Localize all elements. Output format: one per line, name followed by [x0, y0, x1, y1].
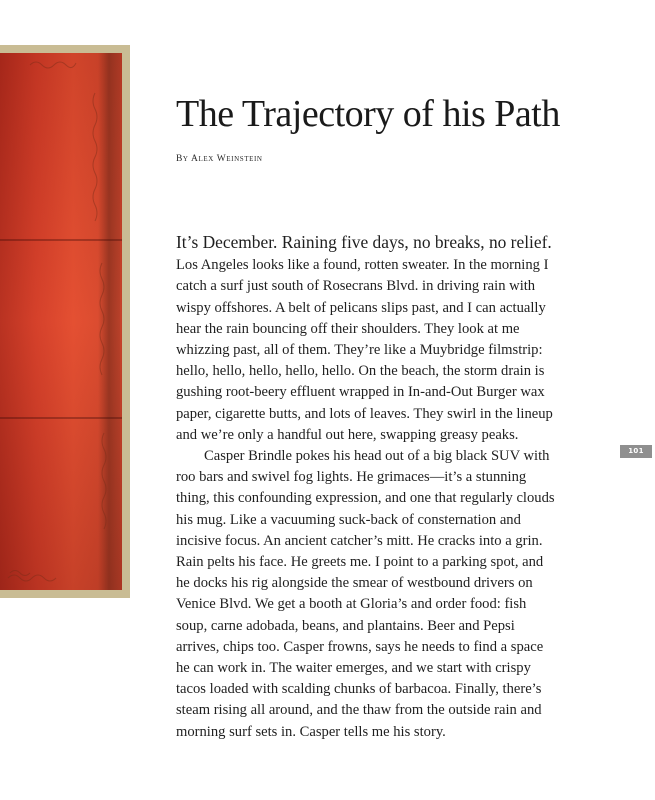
page-number-tab: 101	[620, 445, 652, 458]
article-title: The Trajectory of his Path	[176, 93, 560, 135]
painting-canvas	[0, 53, 122, 590]
lead-sentence: It’s December. Raining five days, no breaks, no relief.	[176, 232, 552, 252]
article-body	[176, 232, 556, 743]
painting-image	[0, 45, 130, 598]
paragraph	[176, 232, 556, 446]
paragraph: Casper Brindle pokes his head out of a big black SUV with roo bars and swivel fog lights. He grimaces—it’s a stunning thing, this confounding expression, and one that regularly clouds his mug. Like a vacuuming suck-back of consternation and incisive focus. An ancient catcher’s mitt. He cracks into a grin. Rain pelts his face. He greets me. I point to a parking spot, and he docks his rig alongside the smear of westbound drivers on Venice Blvd. We get a booth at Gloria’s and order food: fish soup, carne adobada, beans, and plantains. Beer and Pepsi arrives, chips too. Casper frowns, says he needs to find a space he can work in. The waiter emerges, and we start with crispy tacos loaded with scalding chunks of barbacoa. Finally, there’s steam rising all around, and the thaw from the outside rain and morning surf sets in. Casper tells me his story.	[176, 448, 555, 740]
paragraph-text: Los Angeles looks like a found, rotten sweater. In the morning I catch a surf just south of Rosecrans Blvd. in driving rain with wispy offshores. A belt of pelicans slips past, and I can actually hear the rain bouncing off their shoulders. They look at me whizzing past, all of them. They’re like a Muybridge filmstrip: hello, hello, hello, hello, hello. On the beach, the storm drain is gushing root-beery effluent wrapped in In-and-Out Burger wax paper, cigarette butts, and lots of leaves. They swirl in the lineup and we’re only a handful out here, swapping greasy peaks.	[176, 257, 553, 443]
handwriting-texture-icon	[0, 53, 122, 590]
byline: By Alex Weinstein	[176, 154, 263, 164]
